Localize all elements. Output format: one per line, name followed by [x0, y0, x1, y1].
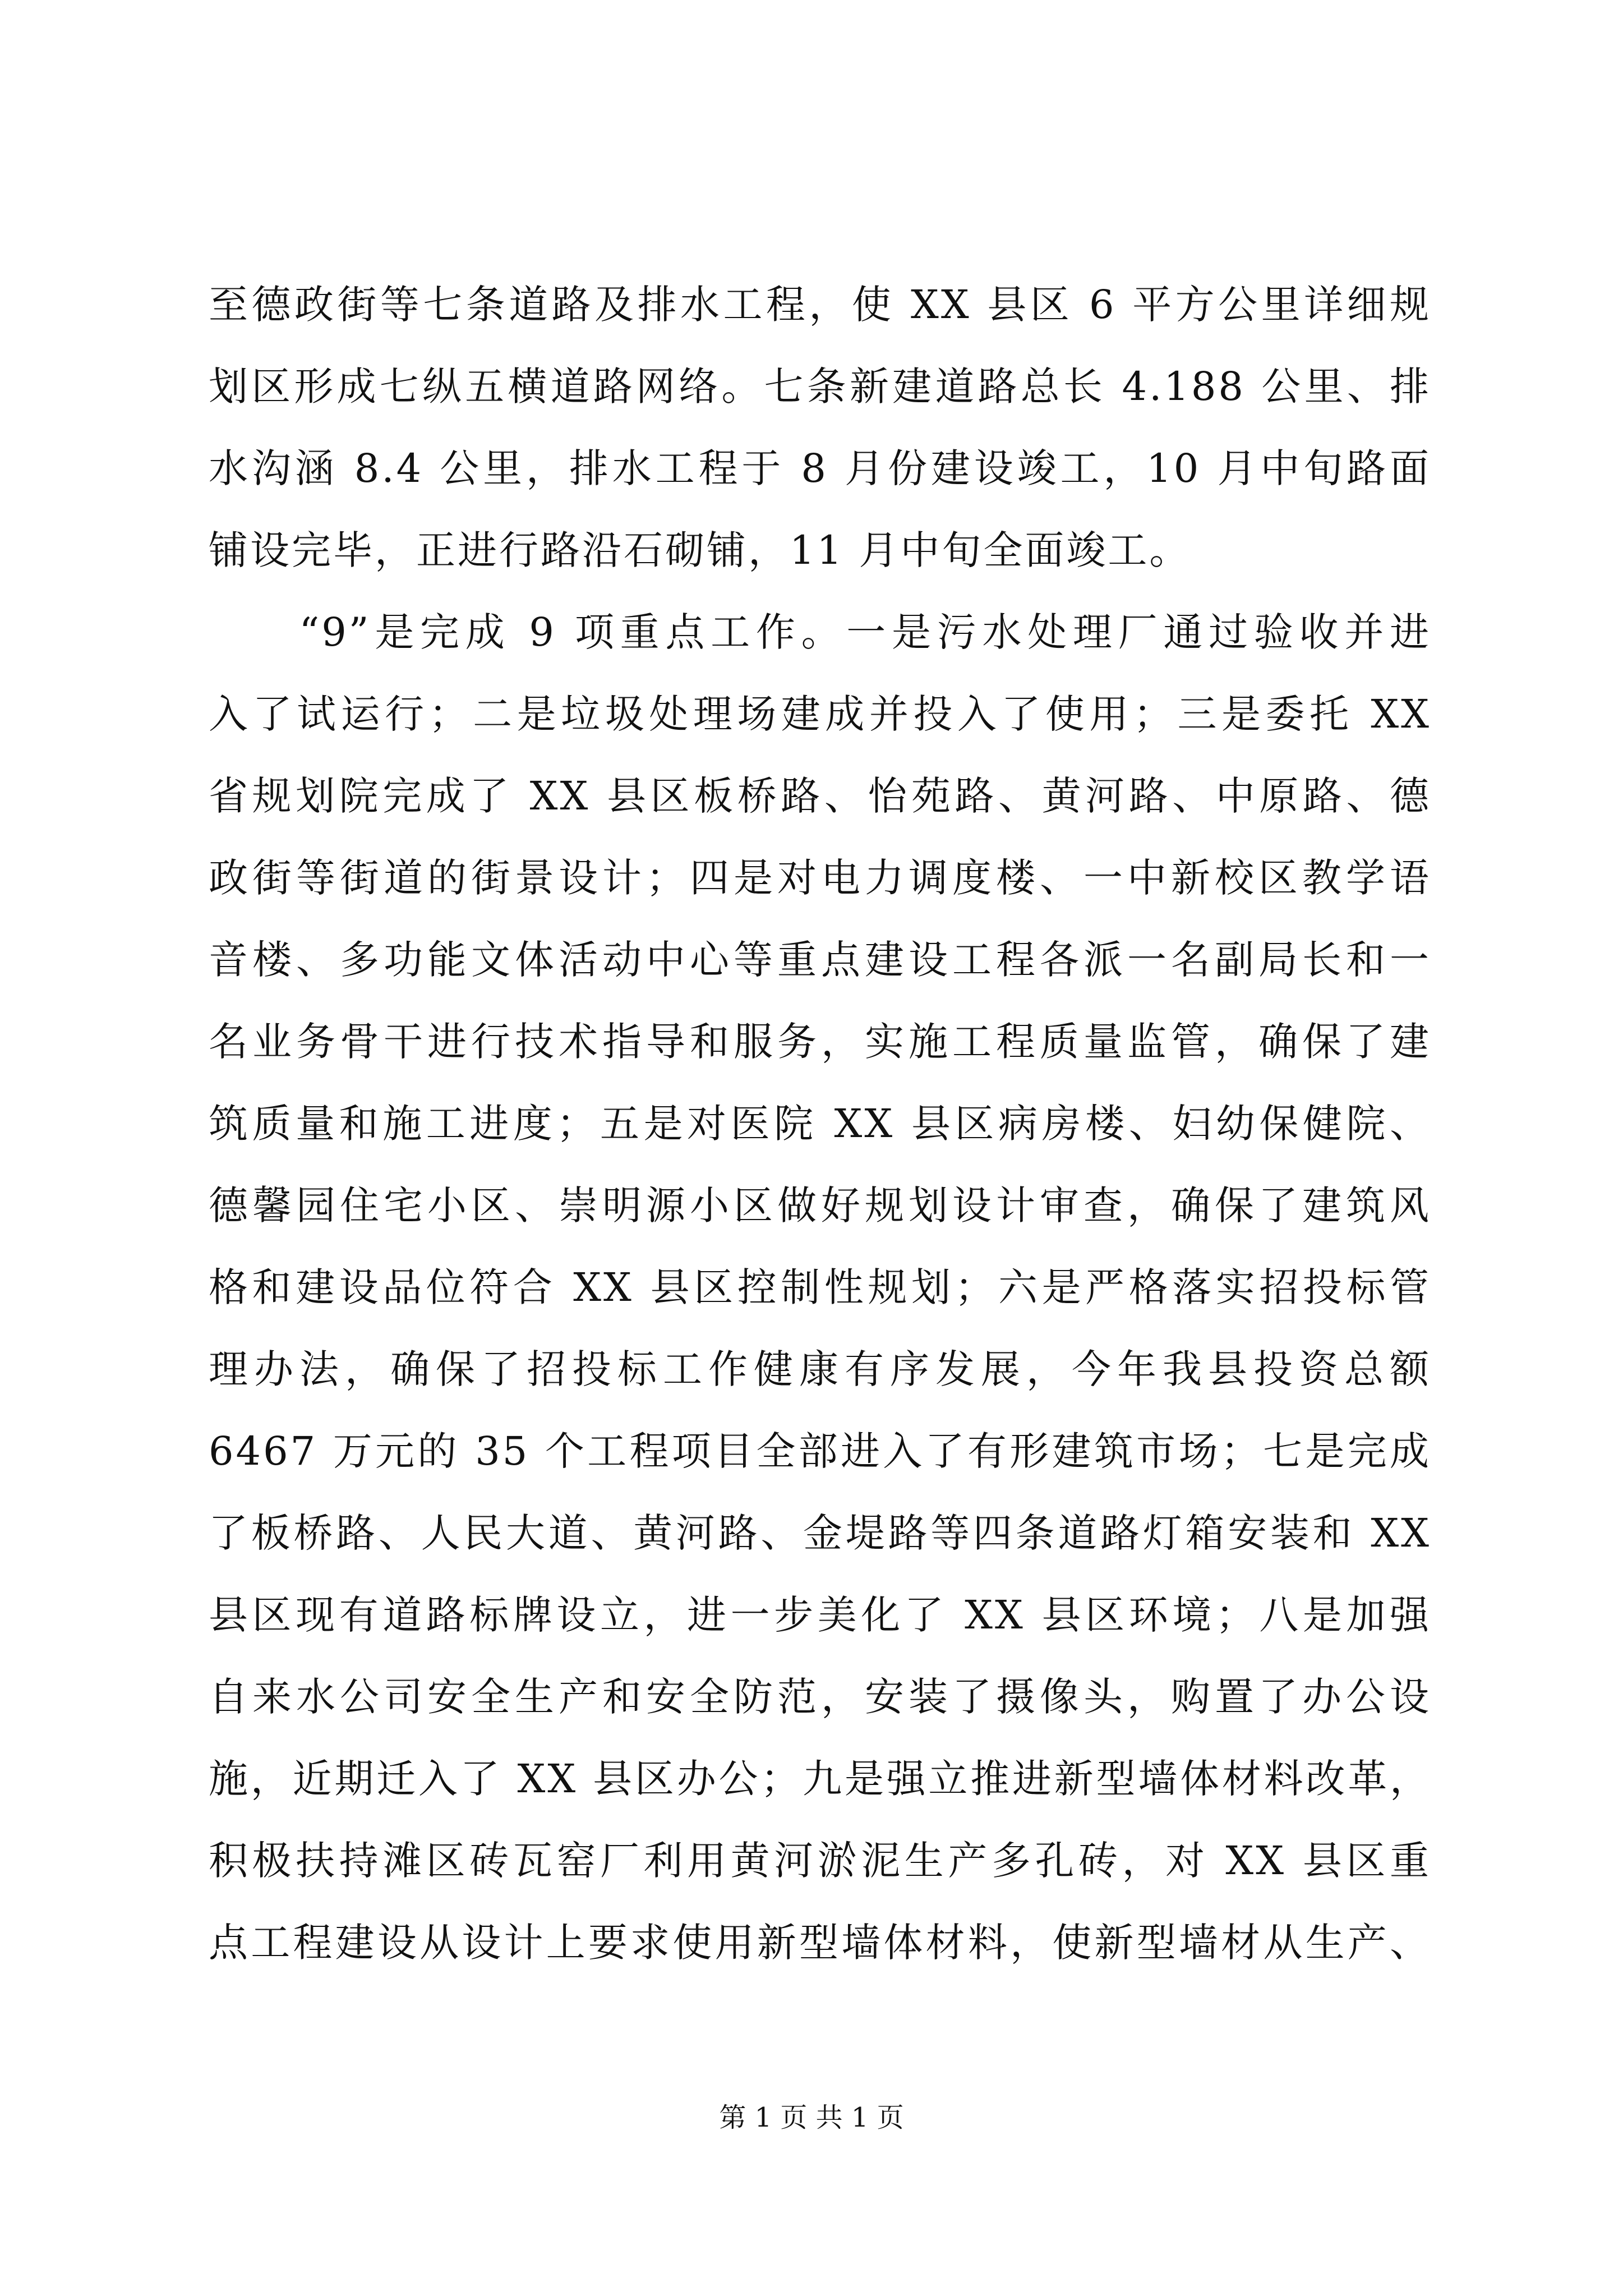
- text-line: 省规划院完成了 XX 县区板桥路、怡苑路、黄河路、中原路、德: [209, 773, 1431, 819]
- text-line: 积极扶持滩区砖瓦窑厂利用黄河淤泥生产多孔砖，对 XX 县区重: [209, 1838, 1431, 1884]
- text-line: 德馨园住宅小区、崇明源小区做好规划设计审查，确保了建筑风: [209, 1182, 1431, 1228]
- text-line: 施，近期迁入了 XX 县区办公；九是强立推进新型墙体材料改革，: [209, 1756, 1431, 1802]
- text-line: 政街等街道的街景设计；四是对电力调度楼、一中新校区教学语: [209, 855, 1431, 901]
- text-line: 格和建设品位符合 XX 县区控制性规划；六是严格落实招投标管: [209, 1264, 1431, 1310]
- text-line: 铺设完毕，正进行路沿石砌铺，11 月中旬全面竣工。: [209, 527, 1191, 573]
- page-footer: 第 1 页 共 1 页: [719, 2102, 904, 2133]
- text-line: 点工程建设从设计上要求使用新型墙体材料，使新型墙材从生产、: [209, 1920, 1431, 1966]
- text-line: 理办法，确保了招投标工作健康有序发展，今年我县投资总额: [209, 1346, 1431, 1392]
- document-body: [209, 264, 1431, 1984]
- text-line: 水沟涵 8.4 公里，排水工程于 8 月份建设竣工，10 月中旬路面: [209, 445, 1431, 491]
- text-line: 自来水公司安全生产和安全防范，安装了摄像头，购置了办公设: [209, 1674, 1431, 1720]
- text-line: 划区形成七纵五横道路网络。七条新建道路总长 4.188 公里、排: [209, 364, 1431, 409]
- text-line: 名业务骨干进行技术指导和服务，实施工程质量监管，确保了建: [209, 1019, 1431, 1065]
- text-line: 6467 万元的 35 个工程项目全部进入了有形建筑市场；七是完成: [209, 1428, 1431, 1474]
- text-line: “9”是完成 9 项重点工作。一是污水处理厂通过验收并进: [209, 609, 1431, 655]
- text-line: 至德政街等七条道路及排水工程，使 XX 县区 6 平方公里详细规: [209, 282, 1431, 328]
- text-line: 筑质量和施工进度；五是对医院 XX 县区病房楼、妇幼保健院、: [209, 1101, 1431, 1147]
- text-line: 音楼、多功能文体活动中心等重点建设工程各派一名副局长和一: [209, 937, 1431, 983]
- text-line: 县区现有道路标牌设立，进一步美化了 XX 县区环境；八是加强: [209, 1592, 1431, 1638]
- text-line: 了板桥路、人民大道、黄河路、金堤路等四条道路灯箱安装和 XX: [209, 1510, 1431, 1556]
- text-line: 入了试运行；二是垃圾处理场建成并投入了使用；三是委托 XX: [209, 691, 1431, 737]
